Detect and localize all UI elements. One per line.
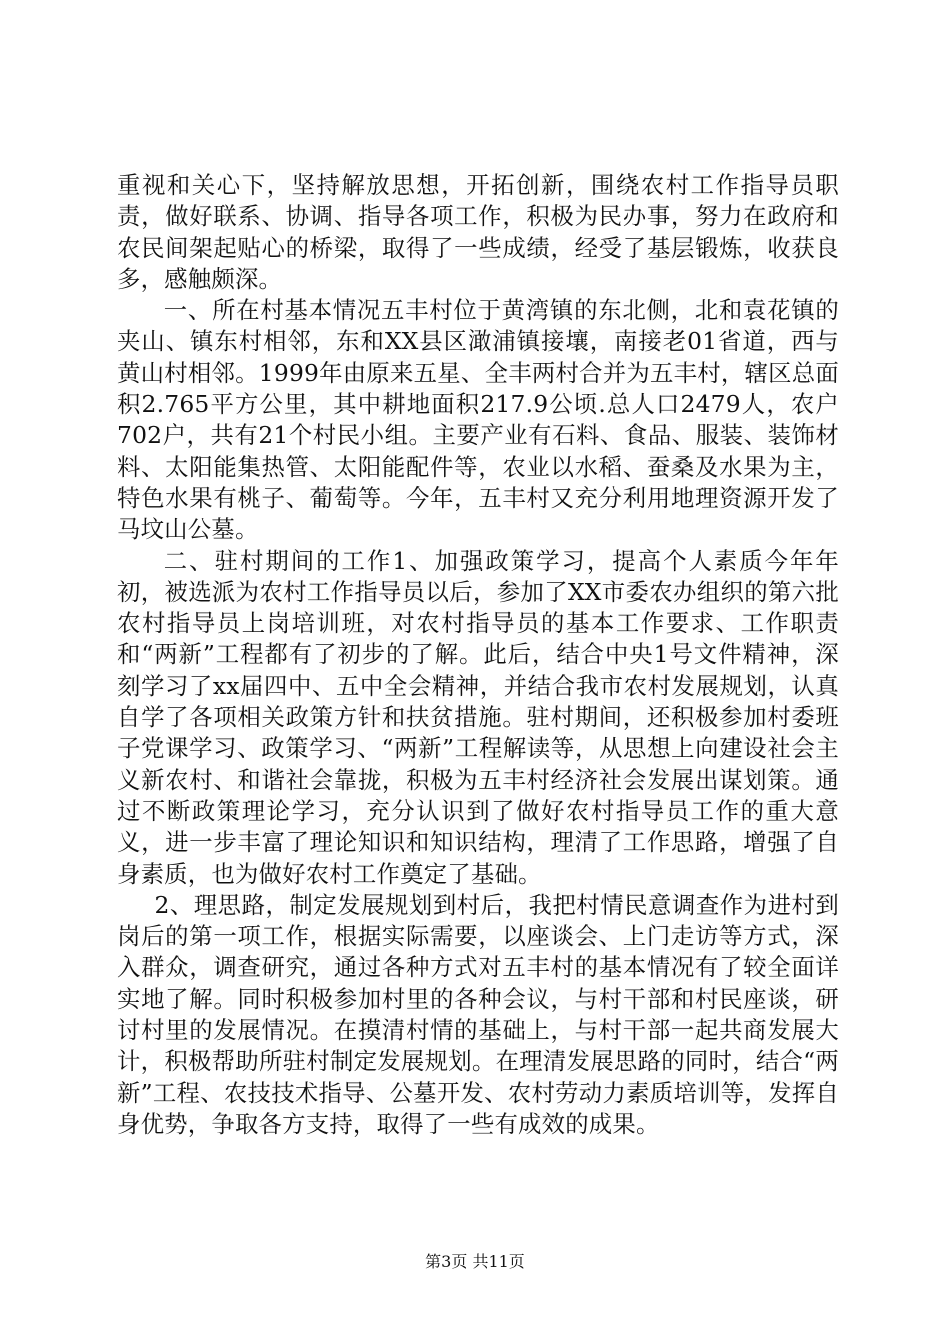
paragraph-continuation: 重视和关心下，坚持解放思想，开拓创新，围绕农村工作指导员职责，做好联系、协调、指导各项工作，积极为民办事，努力在政府和农民间架起贴心的桥梁，取得了一些成绩，经受了基层锻炼，收获良多，感触颇深。: [117, 171, 839, 293]
paragraph-village-overview: 一、所在村基本情况五丰村位于黄湾镇的东北侧，北和袁花镇的夹山、镇东村相邻，东和XX县区澉浦镇接壤，南接老01省道，西与黄山村相邻。1999年由原来五星、全丰两村合并为五丰村，辖区总面积2.765平方公里，其中耕地面积217.9公顷.总人口2479人，农户702户，共有21个村民小组。主要产业有石料、食品、服装、装饰材料、太阳能集热管、太阳能配件等，农业以水稻、蚕桑及水果为主，特色水果有桃子、葡萄等。今年，五丰村又充分利用地理资源开发了马坟山公墓。: [117, 296, 839, 544]
page-number-footer: 第3页 共11页: [425, 1252, 525, 1271]
document-body: [117, 170, 839, 1140]
paragraph-development-plan: 2、理思路，制定发展规划到村后，我把村情民意调查作为进村到岗后的第一项工作，根据实际需要，以座谈会、上门走访等方式，深入群众，调查研究，通过各种方式对五丰村的基本情况有了较全面详实地了解。同时积极参加村里的各种会议，与村干部和村民座谈，研讨村里的发展情况。在摸清村情的基础上，与村干部一起共商发展大计，积极帮助所驻村制定发展规划。在理清发展思路的同时，结合“两新”工程、农技技术指导、公墓开发、农村劳动力素质培训等，发挥自身优势，争取各方支持，取得了一些有成效的成果。: [117, 890, 839, 1138]
paragraph-work-during-stay: 二、驻村期间的工作1、加强政策学习，提高个人素质今年年初，被选派为农村工作指导员以后，参加了XX市委农办组织的第六批农村指导员上岗培训班，对农村指导员的基本工作要求、工作职责和“两新”工程都有了初步的了解。此后，结合中央1号文件精神，深刻学习了xx届四中、五中全会精神，并结合我市农村发展规划，认真自学了各项相关政策方针和扶贫措施。驻村期间，还积极参加村委班子党课学习、政策学习、“两新”工程解读等，从思想上向建设社会主义新农村、和谐社会靠拢，积极为五丰村经济社会发展出谋划策。通过不断政策理论学习，充分认识到了做好农村指导员工作的重大意义，进一步丰富了理论知识和知识结构，理清了工作思路，增强了自身素质，也为做好农村工作奠定了基础。: [117, 546, 839, 888]
